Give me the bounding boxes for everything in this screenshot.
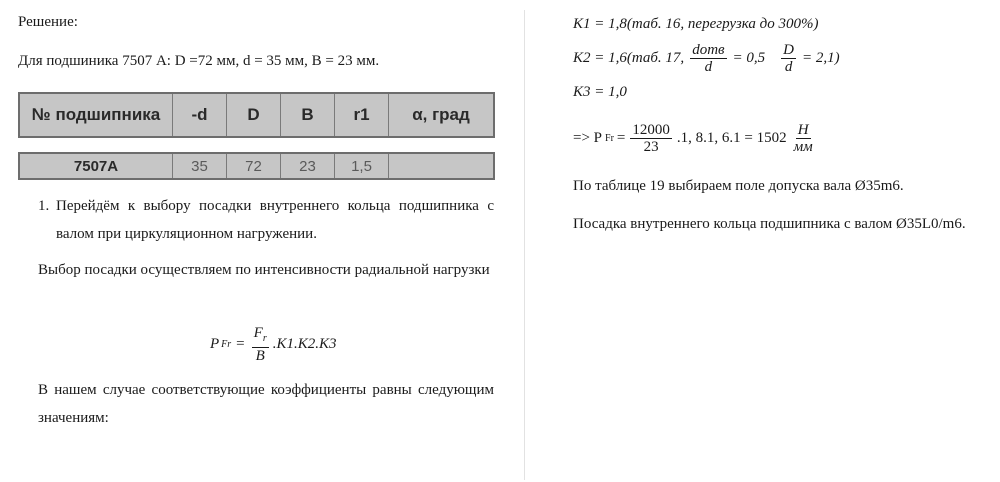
fraction-denominator: 23 bbox=[643, 139, 659, 155]
bearing-table-row bbox=[18, 152, 495, 180]
result-subscript: Fr bbox=[605, 133, 614, 144]
bearing-dimensions: Для подшиника 7507 А: D =72 мм, d = 35 мм, B = 23 мм. bbox=[18, 53, 380, 69]
step-1-text: Перейдём к выбору посадки внутреннего кольца подшипника с валом при циркуляционном нагружении. bbox=[56, 198, 494, 242]
fraction-numerator: 12000 bbox=[632, 122, 670, 138]
fraction-numerator: D bbox=[783, 42, 794, 58]
table-cell: 1,5 bbox=[335, 154, 389, 178]
unit-numerator: H bbox=[797, 122, 809, 138]
result-formula bbox=[573, 122, 817, 155]
result-fraction bbox=[630, 122, 672, 155]
intensity-text: Выбор посадки осуществляем по интенсивности радиальной нагрузки bbox=[38, 262, 490, 278]
fit-text: Посадка внутреннего кольца подшипника с валом Ø35L0/m6. bbox=[573, 216, 966, 232]
formula-subscript: Fr bbox=[221, 339, 232, 350]
formula-denominator: B bbox=[255, 348, 265, 364]
table-header-cell: № подшипника bbox=[20, 94, 173, 136]
table-header-cell: B bbox=[281, 94, 335, 136]
column-divider bbox=[524, 10, 525, 480]
result-unit bbox=[792, 122, 815, 155]
k1-line: K1 = 1,8(таб. 16, перегрузка до 300%) bbox=[573, 16, 819, 32]
table-header-cell: r1 bbox=[335, 94, 389, 136]
k2-ratio-value: = 0,5 bbox=[732, 50, 766, 66]
k2-fraction-d-otv bbox=[690, 42, 726, 75]
solution-heading: Решение: bbox=[18, 14, 78, 30]
result-computation: .1, 8.1, 6.1 = 1502 bbox=[676, 130, 787, 146]
table-cell: 35 bbox=[173, 154, 227, 178]
table-cell: 23 bbox=[281, 154, 335, 178]
k2-fraction-D-d bbox=[781, 42, 796, 75]
formula-fraction bbox=[252, 325, 269, 364]
k2-prefix: K2 = 1,6(таб. 17, bbox=[573, 50, 685, 66]
table-header-cell: α, град bbox=[412, 105, 470, 124]
formula-equals: = bbox=[236, 336, 245, 352]
shaft-tolerance-text: По таблице 19 выбираем поле допуска вала Ø35m6. bbox=[573, 178, 904, 194]
table-cell: 72 bbox=[227, 154, 281, 178]
fraction-denominator: d bbox=[704, 59, 713, 75]
k3-line: K3 = 1,0 bbox=[573, 84, 627, 100]
result-equals: = bbox=[616, 130, 626, 146]
table-header-cell: D bbox=[227, 94, 281, 136]
formula-coefficients: .K1.K2.K3 bbox=[272, 336, 337, 352]
formula-symbol: P bbox=[210, 336, 220, 352]
bearing-table-header bbox=[18, 92, 495, 138]
result-prefix: => P bbox=[573, 130, 603, 146]
coefficients-text: В нашем случае соответствующие коэффициенты равны следующим значениям: bbox=[38, 382, 494, 426]
unit-denominator: мм bbox=[793, 139, 813, 155]
formula-subscript: r bbox=[262, 333, 267, 344]
fraction-denominator: d bbox=[784, 59, 793, 75]
step-number: 1. bbox=[38, 198, 50, 214]
formula-numerator: F bbox=[253, 325, 263, 341]
k2-line bbox=[573, 42, 840, 75]
table-cell bbox=[389, 154, 493, 178]
k2-suffix: = 2,1) bbox=[802, 50, 840, 66]
fraction-numerator: dотв bbox=[692, 42, 725, 58]
table-header-cell: -d bbox=[173, 94, 227, 136]
table-cell: 7507A bbox=[20, 154, 173, 178]
intensity-formula bbox=[210, 325, 336, 364]
